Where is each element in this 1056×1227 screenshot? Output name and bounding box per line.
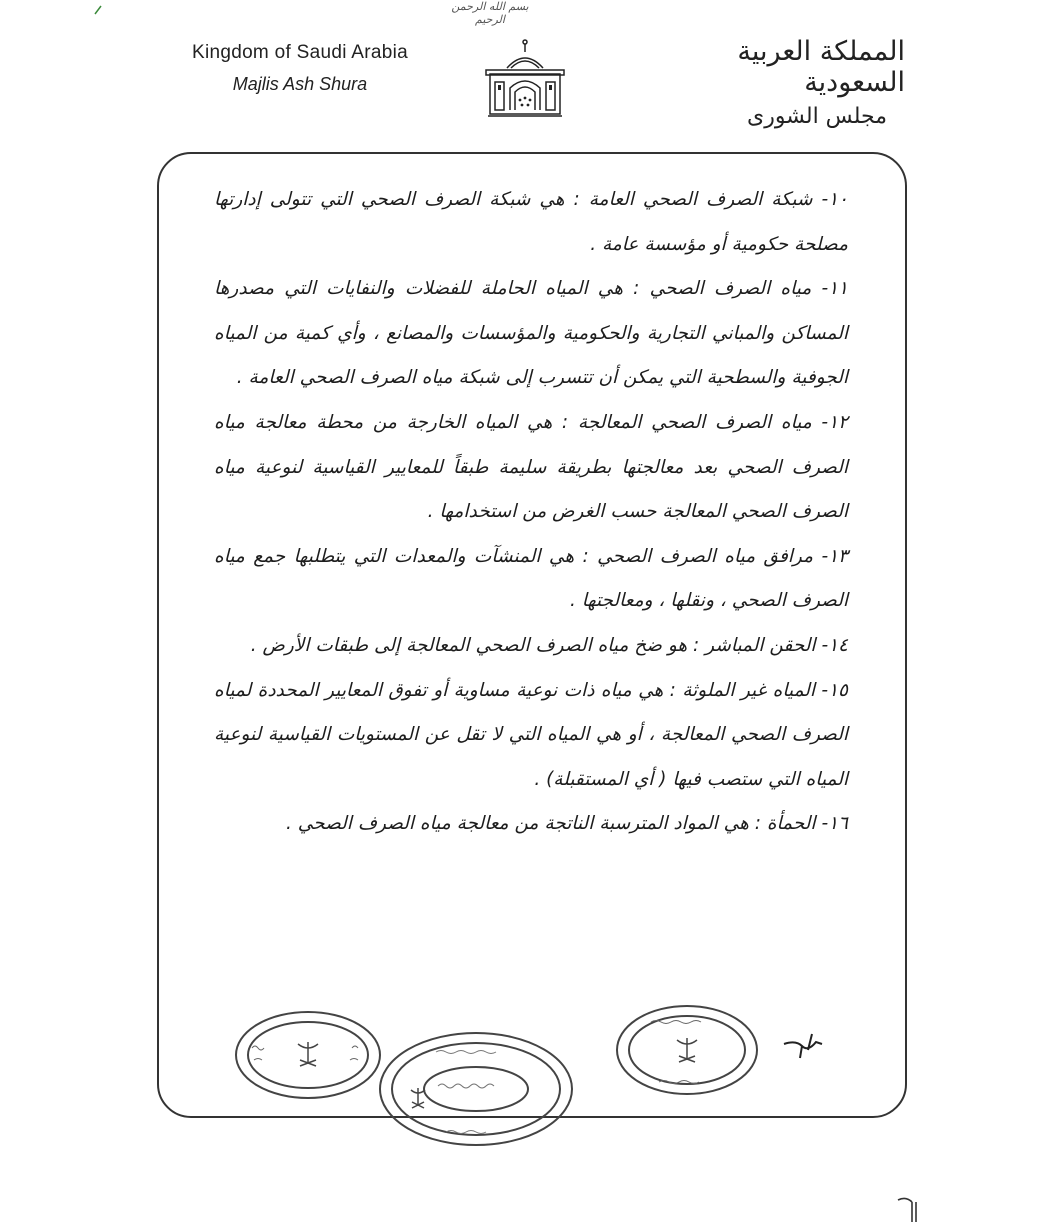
majlis-name-en: Majlis Ash Shura	[232, 74, 368, 94]
page-mark-icon	[894, 1196, 918, 1223]
clause-14: ١٤- الحقن المباشر : هو ضخ مياه الصرف الصحي المعالجة إلى طبقات الأرض .	[250, 634, 848, 656]
stamp-shura-secretariat-icon	[613, 1002, 761, 1098]
shura-building-emblem-icon	[484, 38, 566, 118]
header-english	[150, 42, 450, 95]
stamp-cabinet-office-icon	[376, 1028, 576, 1150]
header-arabic	[640, 36, 905, 129]
signature-icon	[782, 1030, 826, 1060]
clause-13: ١٣- مرافق مياه الصرف الصحي : هي المنشآت والمعدات التي يتطلبها جمع مياه الصرف الصحي ، ونقلها ، ومعالجتها .	[214, 545, 848, 612]
majlis-name-ar: مجلس الشورى	[747, 104, 887, 129]
clause-16: ١٦- الحمأة : هي المواد المترسبة الناتجة من معالجة مياه الصرف الصحي .	[286, 813, 848, 835]
kingdom-name-ar: المملكة العربية السعودية	[737, 36, 905, 98]
corner-mark-icon	[94, 0, 108, 10]
kingdom-name-en: Kingdom of Saudi Arabia	[191, 42, 409, 63]
clause-10: ١٠- شبكة الصرف الصحي العامة : هي شبكة الصرف الصحي التي تتولى إدارتها مصلحة حكومية أو مؤسسة عامة .	[214, 189, 848, 255]
basmala: بسم الله الرحمن الرحيم	[451, 0, 529, 26]
clause-12: ١٢- مياه الصرف الصحي المعالجة : هي المياه الخارجة من محطة معالجة مياه الصرف الصحي بعد معالجتها بطريقة سليمة طبقاً للمعايير القياسية لنوعية مياه الصرف الصحي المعالجة حسب الغرض من استخدامها .	[214, 411, 848, 523]
clause-15: ١٥- المياه غير الملوثة : هي مياه ذات نوعية مساوية أو تفوق المعايير المحددة لمياه الصرف الصحي المعالجة ، أو هي المياه التي لا تقل عن المستويات القياسية لنوعية المياه التي ستصب فيها ( أي المستقبلة) .	[214, 679, 848, 790]
clauses-text	[214, 178, 848, 847]
clause-11: ١١- مياه الصرف الصحي : هي المياه الحاملة للفضلات والنفايات التي مصدرها المساكن والمباني التجارية والحكومية والمؤسسات والمصانع ، وأي كمية من المياه الجوفية والسطحية التي يمكن أن تتسرب إلى شبكة مياه الصرف الصحي العامة .	[214, 278, 848, 389]
stamp-council-of-ministers-icon	[232, 1008, 384, 1102]
